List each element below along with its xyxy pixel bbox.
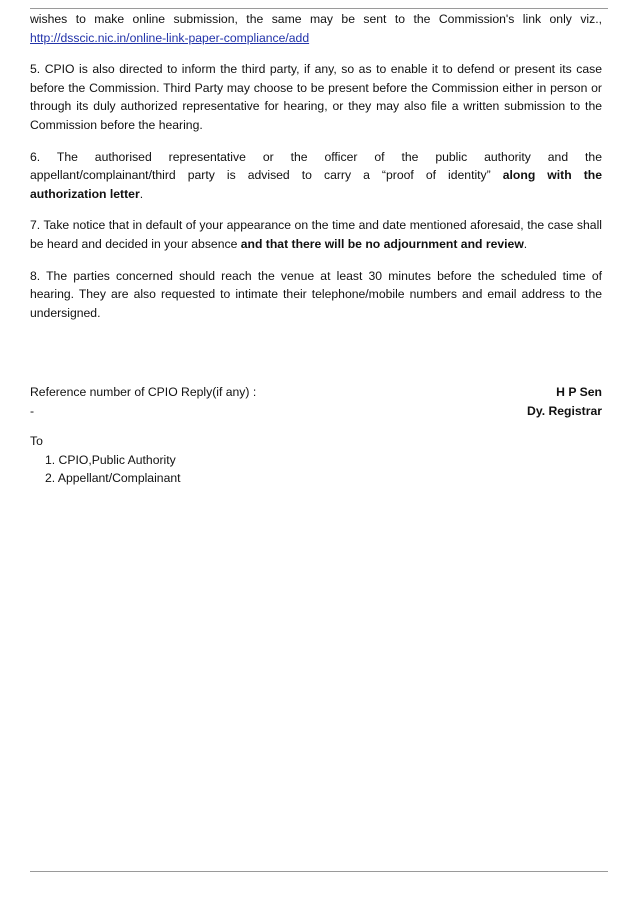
document-body — [30, 10, 602, 335]
to-label: To — [30, 434, 43, 448]
p6-line2: appellant/complainant/third party is advised to carry a “proof of identity” — [30, 168, 491, 183]
signature-row-2 — [30, 402, 602, 421]
recipient-item: 1. CPIO,Public Authority — [45, 452, 176, 467]
p7-end: . — [523, 236, 528, 251]
bottom-rule — [30, 871, 608, 872]
signature-row-1 — [30, 383, 602, 402]
p6-line1: 6. The authorised representative or the officer of the public authority and the — [30, 149, 602, 164]
top-rule — [30, 8, 608, 9]
intro-text: wishes to make online submission, the same may be sent to the Commission's link only viz., — [30, 12, 602, 26]
p6-end: . — [139, 186, 144, 201]
reference-label: Reference number of CPIO Reply(if any) : — [30, 385, 257, 399]
recipient-list — [30, 432, 181, 488]
paragraph-7 — [30, 216, 602, 253]
p7-text: 7. Take notice that in default of your appearance on the time and date mentioned aforesaid, the case shall be heard and decided in your absence — [30, 218, 602, 251]
paragraph-8: 8. The parties concerned should reach the venue at least 30 minutes before the scheduled time of hearing. They are also requested to intimate their telephone/mobile numbers and email address to the undersigned. — [30, 268, 602, 320]
signature-block — [30, 383, 602, 420]
paragraph-5: 5. CPIO is also directed to inform the third party, if any, so as to enable it to defend or present its case before the Commission. Third Party may choose to be present before the Commission either in person or through its duly authorized representative for hearing, or they may also file a written submission to the Commission before the hearing. — [30, 62, 602, 132]
recipient-item: 2. Appellant/Complainant — [45, 471, 181, 486]
p7-bold: and that there will be no adjournment and review — [240, 236, 524, 251]
signatory-name: H P Sen — [556, 385, 602, 399]
p6-bold2: authorization letter — [30, 186, 140, 201]
compliance-link[interactable]: http://dsscic.nic.in/online-link-paper-compliance/add — [30, 30, 310, 45]
paragraph-intro — [30, 10, 602, 47]
reference-value: - — [30, 403, 35, 418]
p6-bold1: along with the — [502, 168, 603, 183]
paragraph-6 — [30, 148, 602, 204]
p6-line2-wrap — [30, 166, 602, 185]
signatory-designation: Dy. Registrar — [527, 403, 602, 418]
